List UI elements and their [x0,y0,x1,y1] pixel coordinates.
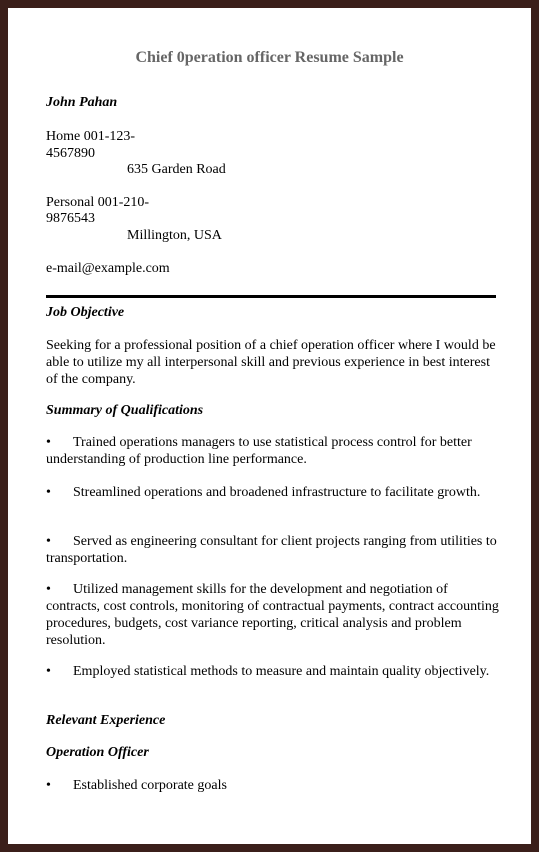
resume-page [8,8,531,844]
heading-summary-of-qualifications: Summary of Qualifications [46,403,204,418]
bullet-symbol: • [46,435,51,450]
list-item-text: Streamlined operations and broadened infrastructure to facilitate growth. [73,485,481,500]
home-phone-line1: Home 001-123- [46,129,136,144]
list-item [46,581,500,649]
heading-job-objective: Job Objective [46,305,125,320]
email-address: e-mail@example.com [46,261,170,276]
heading-relevant-experience: Relevant Experience [46,713,166,728]
list-item-text: Utilized management skills for the development and negotiation of contracts, cost controls, monitoring of contractual payments, contract accounting procedures, budgets, cost variance reporting, critical analysis and problem resolution. [46,582,499,648]
candidate-name: John Pahan [46,95,118,110]
bullet-symbol: • [46,778,51,793]
heading-operation-officer: Operation Officer [46,745,149,760]
section-divider [46,295,496,298]
bullet-symbol: • [46,582,51,597]
bullet-symbol: • [46,534,51,549]
bullet-symbol: • [46,664,51,679]
list-item [46,533,500,567]
personal-phone-line1: Personal 001-210- [46,195,150,210]
document-title: Chief 0peration officer Resume Sample [135,49,404,66]
job-objective-text: Seeking for a professional position of a chief operation officer where I would be able to utilize my all interpersonal skill and previous experience in best interest of the company. [46,338,496,387]
list-item [46,663,500,680]
home-phone-line2: 4567890 [46,146,95,161]
list-item [46,434,500,468]
list-item-text: Served as engineering consultant for client projects ranging from utilities to transportation. [46,534,497,566]
list-item [46,484,500,501]
bullet-symbol: • [46,485,51,500]
personal-phone-line2: 9876543 [46,211,95,226]
list-item-text: Employed statistical methods to measure and maintain quality objectively. [73,664,490,679]
address-line1: 635 Garden Road [127,162,226,177]
list-item-text: Established corporate goals [73,778,227,793]
list-item [46,777,500,794]
list-item-text: Trained operations managers to use statistical process control for better understanding of production line performance. [46,435,472,467]
address-line2: Millington, USA [127,228,222,243]
